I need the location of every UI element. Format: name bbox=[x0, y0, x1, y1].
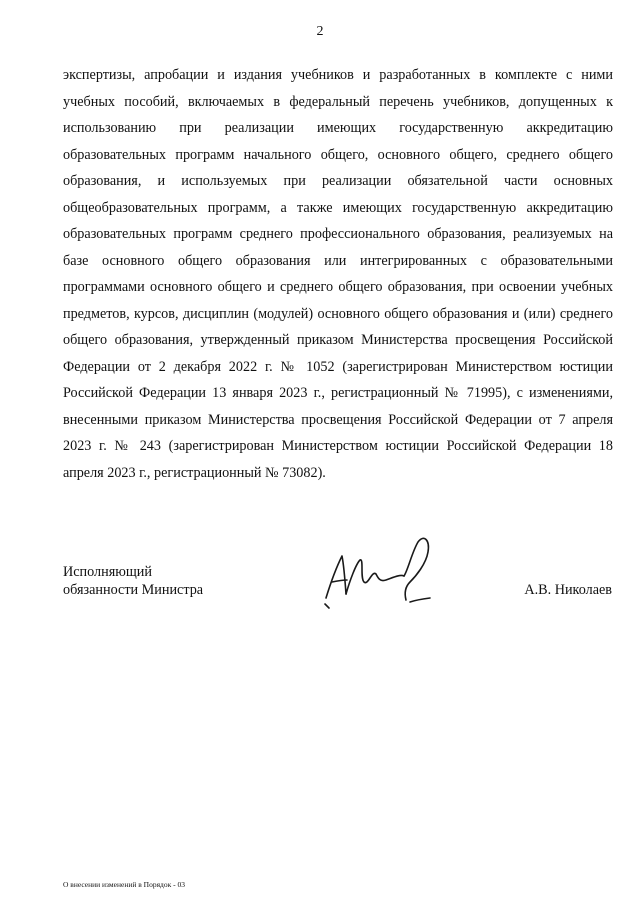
signer-title-line2: обязанности Министра bbox=[63, 582, 204, 598]
page-number: 2 bbox=[316, 24, 324, 39]
signer-title bbox=[63, 563, 203, 599]
signer-name: А.В. Николаев bbox=[524, 582, 612, 598]
footer-note: О внесении изменений в Порядок - 03 bbox=[63, 880, 185, 889]
body-paragraph: экспертизы, апробации и издания учебников и разработанных в комплекте с ними учебных пособий, включаемых в федеральный перечень учебников, допущенных к использованию при реализации имеющих государственную аккредитацию образовательных программ начального общего, основного общего, среднего общего образования, и используемых при реализации обязательной части основных общеобразовательных программ, а также имеющих государственную аккредитацию образовательных программ среднего профессионального образования, реализуемых на базе основного общего образования или интегрированных с образовательными программами основного общего и среднего общего образования, при освоении учебных предметов, курсов, дисциплин (модулей) основного общего образования и (или) среднего общего образования, утвержденный приказом Министерства просвещения Российской Федерации от 2 декабря 2022 г. № 1052 (зарегистрирован Министерством юстиции Российской Федерации 13 января 2023 г., регистрационный № 71995), с изменениями, внесенными приказом Министерства просвещения Российской Федерации от 7 апреля 2023 г. № 243 (зарегистрирован Министерством юстиции Российской Федерации 18 апреля 2023 г., регистрационный № 73082). bbox=[63, 67, 613, 481]
handwritten-signature bbox=[320, 530, 435, 610]
signer-title-line1: Исполняющий bbox=[63, 564, 152, 580]
